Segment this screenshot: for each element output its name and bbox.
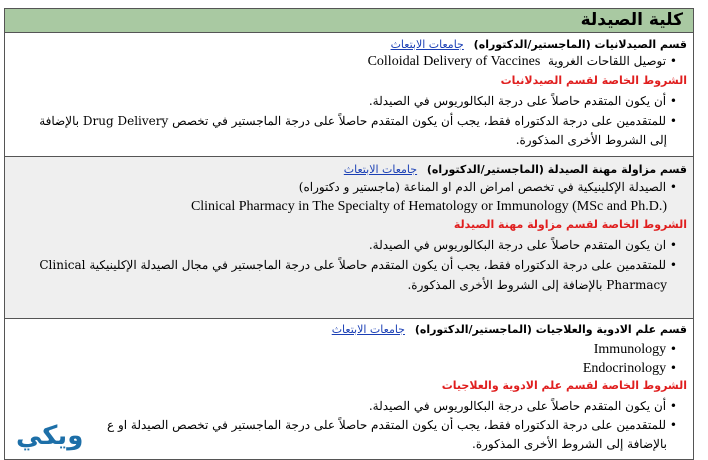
logo-box [6,414,94,454]
condition-continuation: بالإضافة إلى الشروط الأخرى المذكورة. [472,437,667,451]
conditions-title: الشروط الخاصة لقسم علم الادوية والعلاجيات [441,379,687,392]
universities-link[interactable]: جامعات الابتعاث [331,323,405,336]
logo-text: ويكي [16,421,84,451]
program-item: • Endocrinology [582,361,677,376]
section-heading-row [11,161,687,178]
condition-item: • للمتقدمين على درجة الدكتوراه فقط، يجب أن يكون المتقدم حاصلاً على درجة الماجستير في تخصص Drug Delivery بالإضافة [11,113,677,129]
section-heading-row [11,321,687,338]
program-english: Colloidal Delivery of Vaccines [367,54,541,69]
section-heading: قسم مزاولة مهنة الصيدلة (الماجستير/الدكتوراه) [426,163,687,176]
program-item [11,53,677,70]
section-heading: قسم علم الادوية والعلاجيات (الماجستير/الدكتوراه) [414,323,687,336]
condition-item: • للمتقدمين على درجة الدكتوراه فقط، يجب أن يكون المتقدم حاصلاً على درجة الماجستير في مجال الصيدلة الإكلينيكية Clinical [11,257,677,273]
conditions-title: الشروط الخاصة لقسم مزاولة مهنة الصيدلة [453,218,687,231]
program-english: Endocrinology [582,361,667,376]
program-english: Immunology [593,342,667,357]
universities-link[interactable]: جامعات الابتعاث [343,163,418,176]
condition-item: • ان يكون المتقدم حاصلاً على درجة البكالوريوس في الصيدلة. [11,237,677,253]
condition-continuation: Pharmacy بالإضافة إلى الشروط الأخرى المذكورة. [407,278,667,292]
section-heading: قسم الصيدلانيات (الماجستير/الدكتوراه) [473,38,687,51]
program-item: • Immunology [593,342,677,357]
section-pharmacy-practice [4,157,694,319]
program-item: • الصيدلة الإكلينيكية في تخصص امراض الدم او المناعة (ماجستير و دكتوراه) [11,179,677,195]
section-pharmaceutics [4,33,694,157]
program-english-row [11,198,667,215]
condition-item: • أن يكون المتقدم حاصلاً على درجة البكالوريوس في الصيدلة. [11,93,677,109]
condition-item: • أن يكون المتقدم حاصلاً على درجة البكالوريوس في الصيدلة. [11,398,677,414]
conditions-title: الشروط الخاصة لقسم الصيدلانيات [500,74,687,87]
site-logo [0,408,100,460]
section-pharmacology [4,319,694,460]
program-arabic: توصيل اللقاحات الغروية [547,54,667,68]
faculty-title-bar [4,8,694,33]
condition-item: • للمتقدمين على درجة الدكتوراه فقط، يجب أن يكون المتقدم حاصلاً على درجة الماجستير في تخصص الصيدلة او ع [105,417,677,433]
section-heading-row [11,36,687,53]
condition-continuation: إلى الشروط الأخرى المذكورة. [515,133,667,147]
program-english: Clinical Pharmacy in The Specialty of Hematology or Immunology (MSc and Ph.D.) [190,199,667,214]
universities-link[interactable]: جامعات الابتعاث [390,38,464,51]
faculty-title: كلية الصيدلة [580,10,683,30]
